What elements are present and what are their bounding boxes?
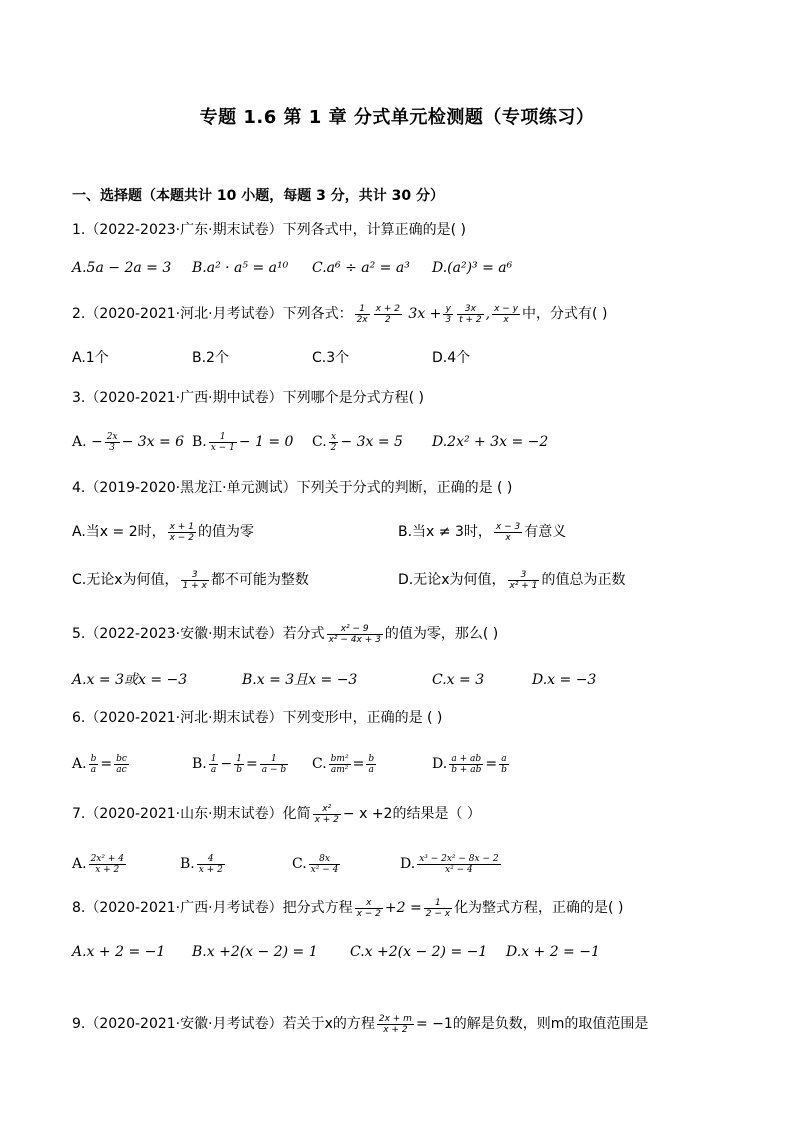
q8-option-b: B.x +2(x − 2) = 1 — [192, 944, 318, 960]
q7-option-c: C. $\frac{8x}{\text{x² − 4}}$ — [292, 853, 339, 875]
q2-option-c: C.3个 — [312, 350, 350, 366]
fraction: $\frac{x}{x - 2}$ — [356, 897, 381, 919]
q2-option-b: B.2个 — [192, 350, 229, 366]
question-4-stem: 4.（2019-2020·黑龙江·单元测试）下列关于分式的判断，正确的是 ( ) — [72, 480, 513, 496]
question-8-stem: 8.（2020-2021·广西·月考试卷）把分式方程 $\frac{x}{x - 2}$ +2 = $\frac{1}{2 - x}$ 化为整式方程，正确的是( ) — [72, 897, 624, 919]
q5-option-b: B.x = 3且x = −3 — [242, 672, 358, 688]
q8-option-d: D.x + 2 = −1 — [506, 944, 600, 960]
q1-option-d: D.(a²)³ = a⁶ — [432, 260, 513, 276]
q3-option-a: A. − $\frac{2x}{3}$ − 3x = 6 — [72, 431, 185, 453]
fraction: $\frac{1}{2x}$ — [356, 303, 368, 325]
question-9-stem: 9.（2020-2021·安徽·月考试卷）若关于x的方程 $\frac{2x + m}{x + 2}$ = −1的解是负数，则m的取值范围是 — [72, 1013, 649, 1035]
question-3-stem: 3.（2020-2021·广西·期中试卷）下列哪个是分式方程( ) — [72, 390, 424, 406]
q6-option-c: C. $\frac{\text{bm²}}{\text{am²}}$ = $\frac{b}{a}$ — [312, 753, 375, 775]
q3-option-b: B. $\frac{1}{x - 1}$ − 1 = 0 — [192, 431, 294, 453]
q5-option-d: D.x = −3 — [532, 672, 597, 688]
section-heading: 一、选择题（本题共计 10 小题，每题 3 分，共计 30 分） — [72, 188, 444, 204]
q4-option-c: C.无论x为何值， $\frac{3}{1 + x}$ 都不可能为整数 — [72, 569, 309, 591]
q4-option-d: D.无论x为何值， $\frac{3}{\text{x² + 1}}$ 的值总为正数 — [398, 569, 626, 591]
q3-option-d: D.2x² + 3x = −2 — [432, 434, 549, 450]
q5-option-a: A.x = 3或x = −3 — [72, 672, 188, 688]
q1-option-b: B.a² · a⁵ = a¹⁰ — [192, 260, 289, 276]
fraction: $\frac{1}{2 - x}$ — [425, 897, 451, 919]
question-7-stem: 7.（2020-2021·山东·期末试卷）化简 $\frac{\text{x²}}{x + 2}$ − x +2的结果是（ ） — [72, 803, 481, 825]
fraction: $\frac{y}{3}$ — [445, 303, 452, 325]
q6-option-b: B. $\frac{1}{a}$ − $\frac{1}{b}$ = $\frac{1}{a - b}$ — [192, 753, 287, 775]
document-title: 专题 1.6 第 1 章 分式单元检测题（专项练习） — [199, 107, 595, 128]
fraction: $\frac{\text{x² − 9}}{\text{x² − 4x + 3}}$ — [328, 623, 381, 645]
q1-option-a: A.5a − 2a = 3 — [72, 260, 172, 276]
question-2-stem: 2.（2020-2021·河北·月考试卷）下列各式： $\frac{1}{2x}$ $\frac{x + 2}{2}$ 3x + $\frac{y}{3}$ $\frac{3x}{t + 2}$ , $\frac{x - y}{x}$ 中，分式有( ) — [72, 303, 608, 325]
q5-option-c: C.x = 3 — [432, 672, 485, 688]
question-6-stem: 6.（2020-2021·河北·期末试卷）下列变形中，正确的是 ( ) — [72, 710, 443, 726]
q7-option-a: A. $\frac{\text{2x² + 4}}{x + 2}$ — [72, 853, 124, 875]
q8-option-a: A.x + 2 = −1 — [72, 944, 166, 960]
q7-option-d: D. $\frac{\text{x³ − 2x² − 8x − 2}}{\text{x² − 4}}$ — [400, 853, 499, 875]
q3-option-c: C. $\frac{x}{2}$ − 3x = 5 — [312, 431, 403, 453]
q8-option-c: C.x +2(x − 2) = −1 — [350, 944, 488, 960]
q7-option-b: B. $\frac{4}{x + 2}$ — [180, 853, 223, 875]
question-1-stem: 1.（2022-2023·广东·期末试卷）下列各式中，计算正确的是( ) — [72, 222, 466, 238]
q6-option-a: A. $\frac{b}{a}$ = $\frac{bc}{ac}$ — [72, 753, 127, 775]
q6-option-d: D. $\frac{a + ab}{b + ab}$ = $\frac{a}{b}$ — [432, 753, 507, 775]
q4-option-a: A.当x = 2时， $\frac{x + 1}{x - 2}$ 的值为零 — [72, 521, 254, 543]
fraction: $\frac{x + 2}{2}$ — [375, 303, 400, 325]
fraction: $\frac{2x + m}{x + 2}$ — [378, 1013, 412, 1035]
q1-option-c: C.a⁶ ÷ a² = a³ — [312, 260, 410, 276]
fraction: $\frac{x - y}{x}$ — [494, 303, 519, 325]
fraction: $\frac{\text{x²}}{x + 2}$ — [314, 803, 339, 825]
fraction: $\frac{3x}{t + 2}$ — [459, 303, 482, 325]
q2-option-d: D.4个 — [432, 350, 471, 366]
question-5-stem: 5.（2022-2023·安徽·期末试卷）若分式 $\frac{\text{x² − 9}}{\text{x² − 4x + 3}}$ 的值为零，那么( ) — [72, 623, 499, 645]
q2-option-a: A.1个 — [72, 350, 109, 366]
q4-option-b: B.当x ≠ 3时， $\frac{x - 3}{x}$ 有意义 — [398, 521, 567, 543]
